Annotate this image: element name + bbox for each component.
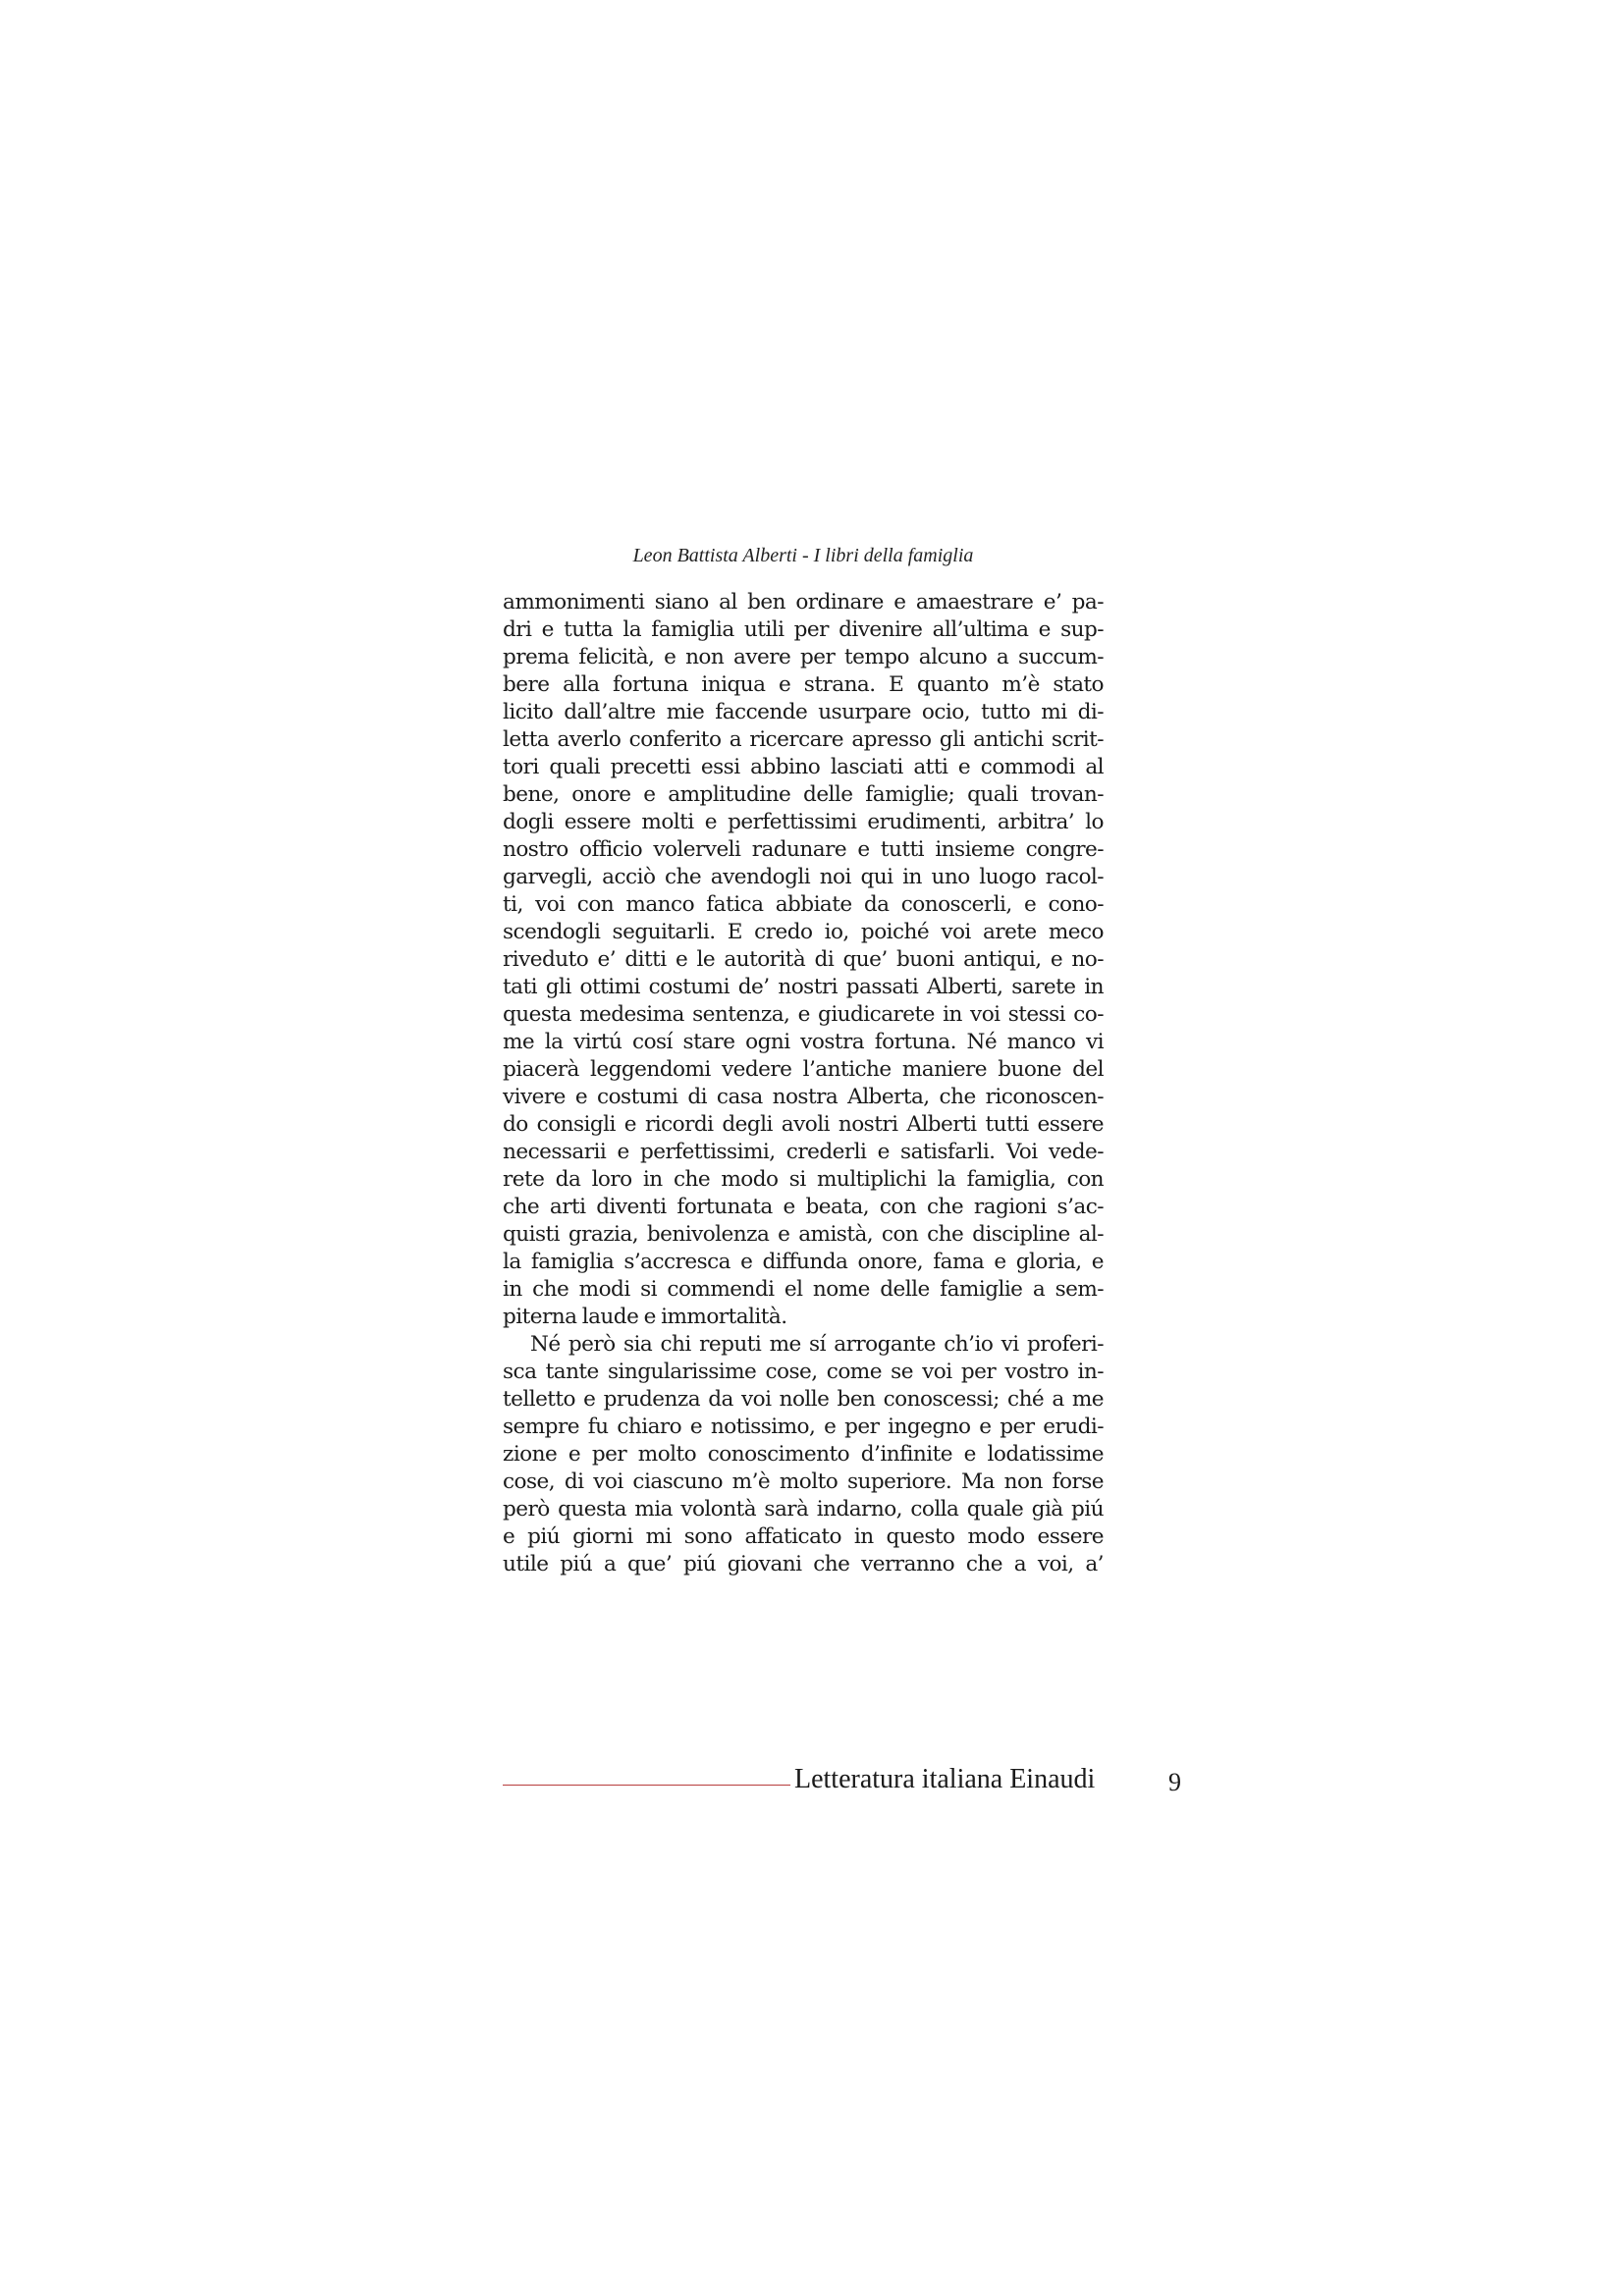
text-line: cose, di voi ciascuno m’è molto superiore. Ma non forse (503, 1469, 1104, 1494)
text-line: telletto e prudenza da voi nolle ben conoscessi; ché a me (503, 1387, 1104, 1412)
text-line: quisti grazia, benivolenza e amistà, con che discipline al- (503, 1222, 1104, 1247)
publisher-label: Letteratura italiana Einaudi (794, 1764, 1096, 1794)
text-line: questa medesima sentenza, e giudicarete in voi stessi co- (503, 1002, 1104, 1027)
paragraph-first-line: Né però sia chi reputi me sí arrogante ch’io vi proferi- (530, 1332, 1104, 1357)
text-line: tati gli ottimi costumi de’ nostri passati Alberti, sarete in (503, 975, 1104, 999)
text-line: do consigli e ricordi degli avoli nostri Alberti tutti essere (503, 1112, 1104, 1137)
text-line: letta averlo conferito a ricercare apresso gli antichi scrit- (503, 727, 1104, 752)
text-line: sempre fu chiaro e notissimo, e per ingegno e per erudi- (503, 1415, 1104, 1439)
text-line: e piú giorni mi sono affaticato in questo modo essere (503, 1524, 1104, 1549)
text-line: bene, onore e amplitudine delle famiglie; quali trovan- (503, 782, 1104, 807)
body-text (503, 589, 1104, 1578)
text-line: piacerà leggendomi vedere l’antiche maniere buone del (503, 1057, 1104, 1082)
text-line: riveduto e’ ditti e le autorità di que’ buoni antiqui, e no- (503, 947, 1104, 972)
text-line: tori quali precetti essi abbino lasciati atti e commodi al (503, 755, 1104, 779)
text-line: la famiglia s’accresca e diffunda onore, fama e gloria, e (503, 1250, 1104, 1274)
running-header: Leon Battista Alberti - I libri della famiglia (632, 545, 974, 566)
text-line: dogli essere molti e perfettissimi erudimenti, arbitra’ lo (503, 810, 1104, 834)
text-line: garvegli, acciò che avendogli noi qui in uno luogo racol- (503, 865, 1104, 889)
page-footer (503, 1763, 1190, 1802)
text-line: però questa mia volontà sarà indarno, colla quale già piú (503, 1497, 1104, 1522)
text-line: ammonimenti siano al ben ordinare e amaestrare e’ pa- (503, 590, 1104, 614)
text-line: prema felicità, e non avere per tempo alcuno a succum- (503, 645, 1104, 669)
text-line: bere alla fortuna iniqua e strana. E quanto m’è stato (503, 672, 1104, 697)
text-line: necessarii e perfettissimi, crederli e satisfarli. Voi vede- (503, 1140, 1104, 1164)
text-line: zione e per molto conoscimento d’infinite e lodatissime (503, 1442, 1104, 1467)
text-line: nostro officio volerveli radunare e tutti insieme congre- (503, 837, 1104, 862)
page-number: 9 (1168, 1768, 1181, 1796)
paragraph-last-line: piterna laude e immortalità. (503, 1305, 787, 1329)
text-line: licito dall’altre mie faccende usurpare ocio, tutto mi di- (503, 700, 1104, 724)
text-line: utile piú a que’ piú giovani che verranno che a voi, a’ (503, 1552, 1104, 1576)
text-line: vivere e costumi di casa nostra Alberta, che riconoscen- (503, 1085, 1104, 1109)
text-line: sca tante singularissime cose, come se voi per vostro in- (503, 1360, 1104, 1384)
text-line: dri e tutta la famiglia utili per divenire all’ultima e sup- (503, 617, 1104, 642)
footer-rule (503, 1785, 790, 1786)
text-line: che arti diventi fortunata e beata, con che ragioni s’ac- (503, 1195, 1104, 1219)
text-line: ti, voi con manco fatica abbiate da conoscerli, e cono- (503, 892, 1104, 917)
text-line: scendogli seguitarli. E credo io, poiché voi arete meco (503, 920, 1104, 944)
text-line: me la virtú cosí stare ogni vostra fortuna. Né manco vi (503, 1030, 1104, 1054)
text-line: rete da loro in che modo si multiplichi la famiglia, con (503, 1167, 1104, 1192)
text-line: in che modi si commendi el nome delle famiglie a sem- (503, 1277, 1104, 1302)
